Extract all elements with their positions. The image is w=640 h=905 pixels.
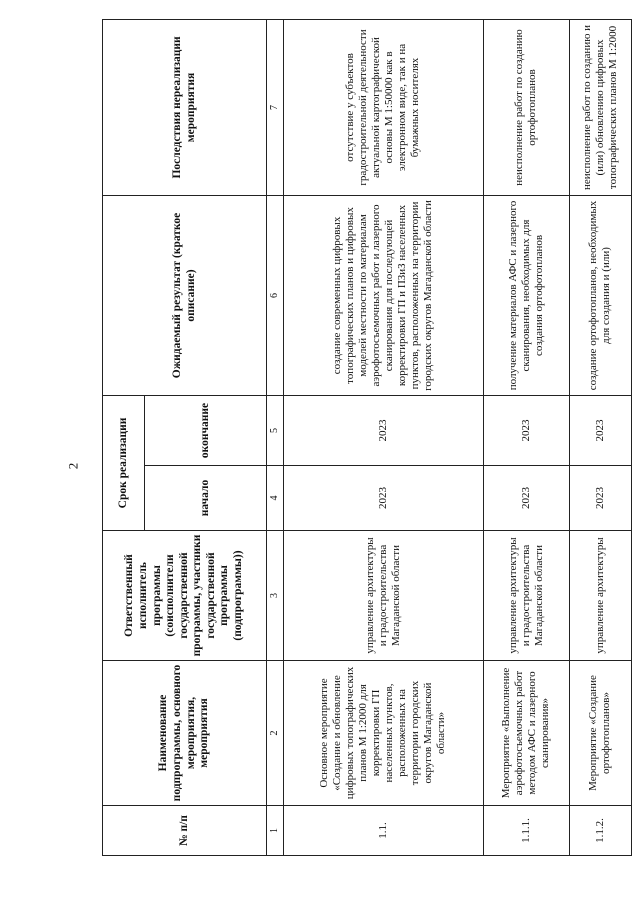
row-end: 2023 xyxy=(283,395,483,465)
column-number: 7 xyxy=(267,19,284,195)
row-consequence: неисполнение работ по созданию и (или) обновлению цифровых топографических планов М 1:2000 xyxy=(569,19,631,195)
row-result: создание ортофотопланов, необходимых для создания и (или) xyxy=(569,195,631,395)
row-executor: управление архитектуры и градостроительства Магаданской области xyxy=(283,531,483,661)
column-number: 1 xyxy=(267,806,284,856)
header-executor: Ответственный исполнитель программы (соисполнители государственной программы, участники государственной программы (подпрограммы)) xyxy=(103,531,267,661)
column-number: 2 xyxy=(267,661,284,806)
row-start: 2023 xyxy=(569,466,631,531)
row-consequence: отсутствие у субъектов градостроительной деятельности актуальной картографической основы М 1:50000 как в электронном виде, так и на бумажных носителях xyxy=(283,19,483,195)
column-number: 6 xyxy=(267,195,284,395)
column-numbers-row xyxy=(267,19,284,855)
row-result: создание современных цифровых топографических планов и цифровых моделей местности по материалам аэрофотосъемочных работ и лазерного сканирования для последующей корректировки ГП и ПЗиЗ населенных пунктов, расположенных на территории городских округов Магаданской области xyxy=(283,195,483,395)
document-sheet xyxy=(102,20,630,856)
column-number: 4 xyxy=(267,466,284,531)
header-name: Наименование подпрограммы, основного мероприятия, мероприятия xyxy=(103,661,267,806)
header-end: окончание xyxy=(145,395,267,465)
header-row xyxy=(103,19,145,855)
row-start: 2023 xyxy=(283,466,483,531)
row-start: 2023 xyxy=(483,466,569,531)
row-name: Мероприятие «Создание ортофотопланов» xyxy=(569,661,631,806)
row-end: 2023 xyxy=(569,395,631,465)
row-executor: управление архитектуры xyxy=(569,531,631,661)
header-consequence: Последствия нереализации мероприятия xyxy=(103,19,267,195)
table-row xyxy=(569,19,631,855)
row-executor: управление архитектуры и градостроительства Магаданской области xyxy=(483,531,569,661)
header-num: № п/п xyxy=(103,806,267,856)
column-number: 3 xyxy=(267,531,284,661)
column-number: 5 xyxy=(267,395,284,465)
row-num: 1.1. xyxy=(283,806,483,856)
row-num: 1.1.2. xyxy=(569,806,631,856)
row-consequence: неисполнение работ по созданию ортофотопланов xyxy=(483,19,569,195)
table-row xyxy=(483,19,569,855)
row-name: Мероприятие «Выполнение аэрофотосъемочных работ методом АФС и лазерного сканирования» xyxy=(483,661,569,806)
row-name: Основное мероприятие «Создание и обновление цифровых топографических планов М 1:2000 для корректировки ГП населенных пунктов, расположенных на территории городских округов Магаданской области» xyxy=(283,661,483,806)
row-result: получение материалов АФС и лазерного сканирования, необходимых для создания ортофотопланов xyxy=(483,195,569,395)
page-number: 2 xyxy=(65,462,81,470)
header-result: Ожидаемый результат (краткое описание) xyxy=(103,195,267,395)
program-table xyxy=(102,19,632,856)
header-start: начало xyxy=(145,466,267,531)
row-num: 1.1.1. xyxy=(483,806,569,856)
row-end: 2023 xyxy=(483,395,569,465)
table-row xyxy=(283,19,483,855)
header-term: Срок реализации xyxy=(103,395,145,530)
